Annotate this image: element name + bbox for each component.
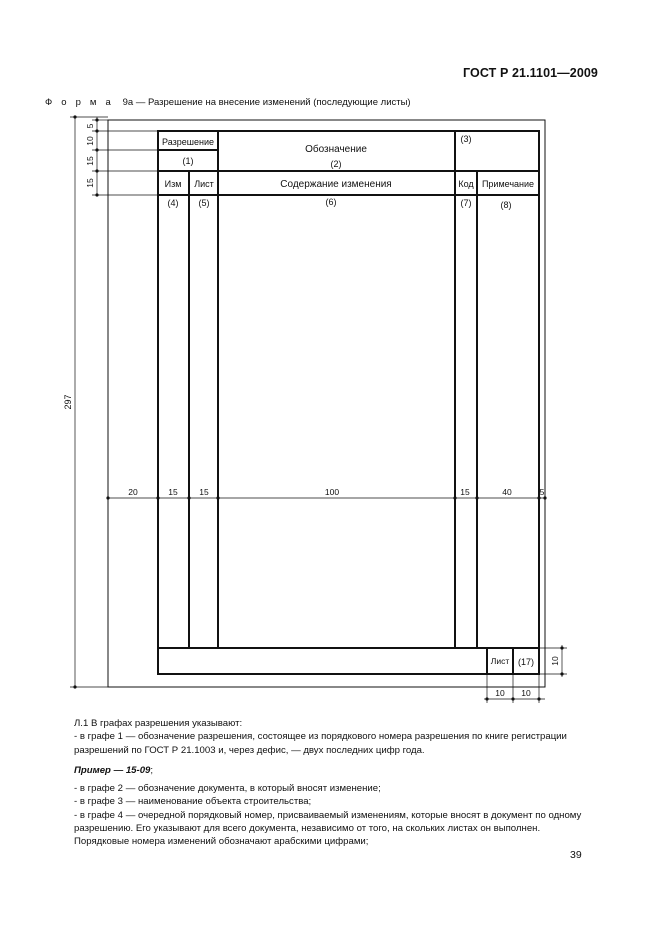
example-tail: ; bbox=[150, 764, 154, 776]
l1-item1: - в графе 1 — обозначение разрешения, состоящее из порядкового номера разрешения по книге регистрации разрешений по ГОСТ Р 21.1003 и, через дефис, — двух последних цифр года. bbox=[74, 731, 567, 756]
dim-15-a: 15 bbox=[85, 156, 95, 166]
dim-w20: 20 bbox=[128, 487, 138, 497]
col3-marker: (3) bbox=[460, 134, 472, 144]
content-header: Содержание изменения bbox=[280, 179, 392, 190]
col8-marker: (8) bbox=[500, 200, 512, 210]
col7-marker: (7) bbox=[460, 198, 472, 208]
col6-marker: (6) bbox=[325, 197, 337, 207]
footer-list-label: Лист bbox=[490, 656, 510, 666]
inner-frame bbox=[158, 131, 539, 674]
dim-b10-b: 10 bbox=[521, 688, 531, 698]
col2-marker: (2) bbox=[330, 159, 342, 169]
dim-w100: 100 bbox=[324, 487, 340, 497]
example-label: Пример — 15-09 bbox=[74, 764, 151, 776]
explanation-text bbox=[74, 717, 582, 849]
designation-label: Обозначение bbox=[305, 144, 367, 155]
dim-w5: 5 bbox=[539, 487, 545, 497]
example-line bbox=[74, 764, 582, 777]
note-header: Примечание bbox=[481, 179, 535, 189]
standard-number: ГОСТ Р 21.1101—2009 bbox=[463, 66, 598, 80]
dim-w15-a: 15 bbox=[168, 487, 178, 497]
dim-5: 5 bbox=[85, 123, 95, 129]
dim-b10-a: 10 bbox=[495, 688, 505, 698]
item2: - в графе 2 — обозначение документа, в который вносят изменение; bbox=[74, 783, 381, 795]
l1-label: Л.1 В графах разрешения указывают: bbox=[74, 718, 243, 729]
dim-w15-c: 15 bbox=[460, 487, 470, 497]
dim-15-b: 15 bbox=[85, 178, 95, 188]
col5-marker: (5) bbox=[198, 198, 210, 208]
dim-297: 297 bbox=[63, 394, 73, 410]
list-header: Лист bbox=[194, 179, 214, 189]
form-caption-prefix: Ф о р м а bbox=[45, 97, 114, 108]
col1-marker: (1) bbox=[182, 156, 194, 166]
item3: - в графе 3 — наименование объекта строительства; bbox=[74, 796, 312, 808]
page-number: 39 bbox=[570, 849, 582, 861]
dim-w40: 40 bbox=[502, 487, 512, 497]
dim-10: 10 bbox=[85, 136, 95, 146]
permission-label: Разрешение bbox=[162, 137, 214, 147]
kod-header: Код bbox=[458, 179, 474, 189]
izm-header: Изм bbox=[164, 179, 182, 189]
form-caption-rest: — Разрешение на внесение изменений (последующие листы) bbox=[133, 97, 411, 108]
form-caption-number: 9а bbox=[122, 97, 134, 108]
dim-w15-b: 15 bbox=[199, 487, 209, 497]
dim-h10: 10 bbox=[550, 656, 560, 666]
col4-marker: (4) bbox=[167, 198, 179, 208]
item4: - в графе 4 — очередной порядковый номер, присваиваемый изменениям, которые вносят в документ по одному разрешению. Его указывают для всего документа, независимо от того, на скольких листах он выполнен. Порядковые номера изменений обозначают арабскими цифрами; bbox=[74, 809, 582, 848]
col17-marker: (17) bbox=[517, 657, 535, 667]
